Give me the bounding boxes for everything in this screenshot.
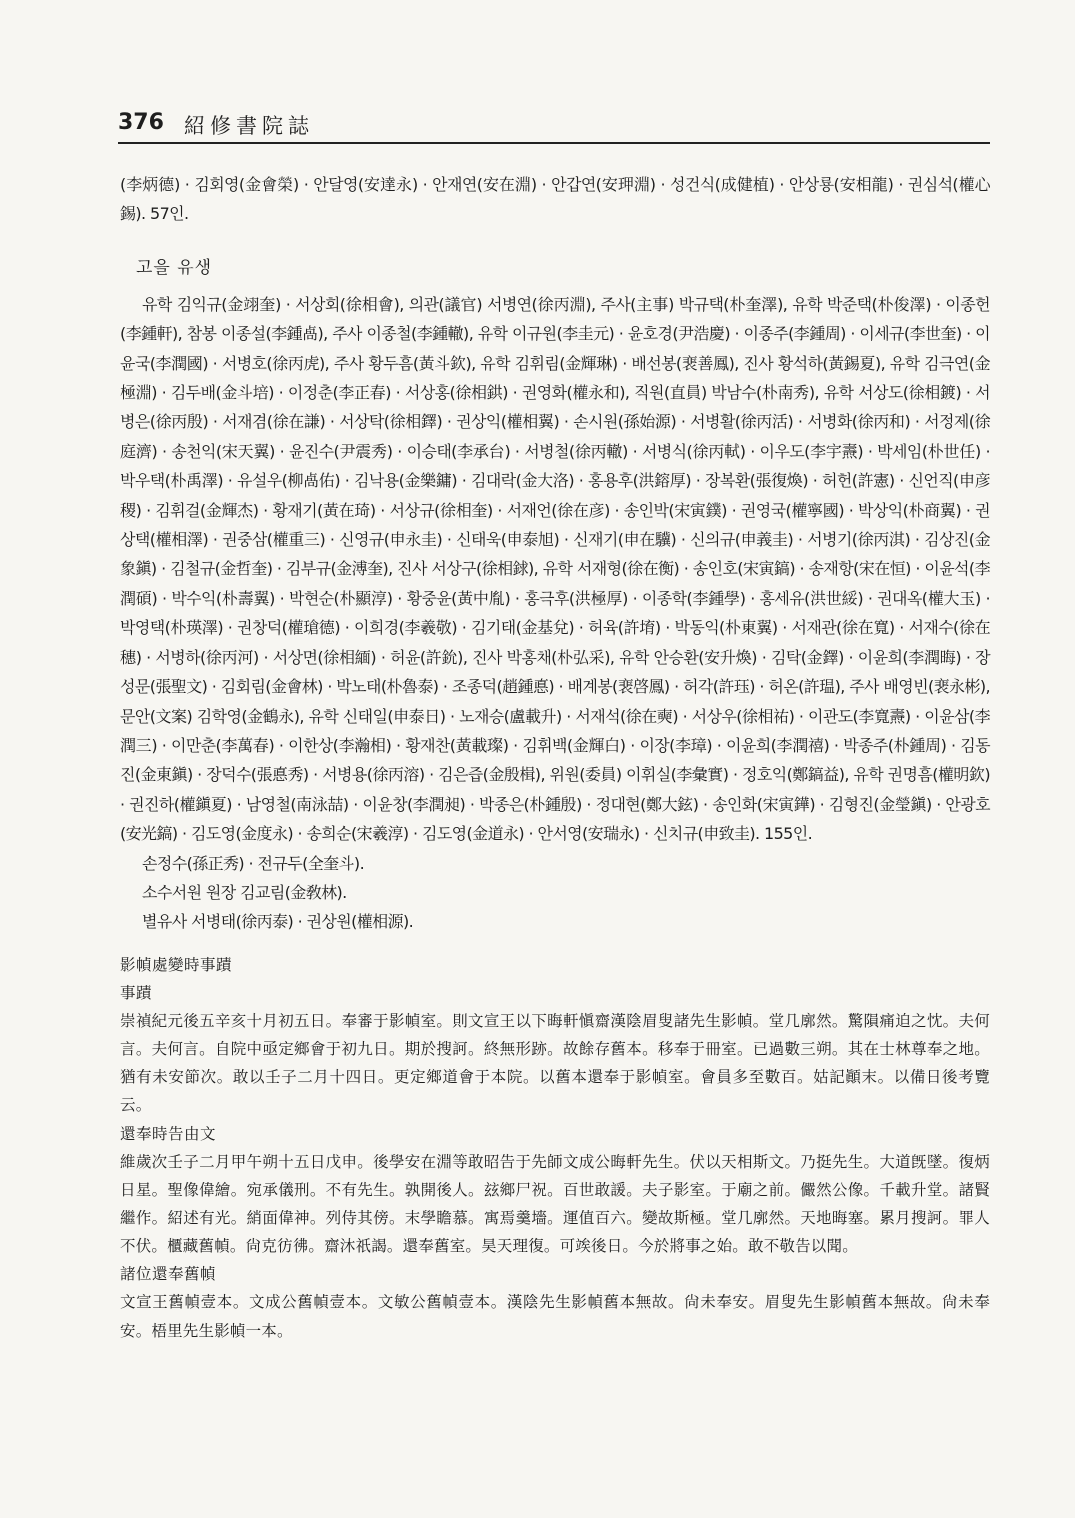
book-title: 紹修書院誌 [184,114,314,138]
continuation-paragraph: (李炳德) · 김회영(金會榮) · 안달영(安達永) · 안재연(安在淵) · 안갑연(安玾淵) · 성건식(成健植) · 안상룡(安相龍) · 권심석(權心錫). 57인. [120,175,990,224]
extra-line: 소수서원 원장 김교림(金敎林). [142,882,347,902]
section-body: 崇禎紀元後五辛亥十月初五日。奉審于影幀室。則文宣王以下晦軒愼齋漢陰眉叟諸先生影幀。堂几廓然。驚隕痛迫之忱。夫何言。夫何言。自院中亟定鄉會于初九日。期於搜訶。終無形跡。故餘存舊本。移奉于冊室。已過數三朔。其在士林尊奉之地。猶有未安節次。敢以壬子二月十四日。更定鄉道會于本院。以舊本還奉于影幀室。會員多至數百。姑記顚末。以備日後考覽云。 [120,1011,990,1115]
section-heading: 影幀處變時事蹟 [120,955,233,974]
section-heading: 事蹟 [120,983,153,1002]
page-header [118,108,990,144]
page-content [120,170,990,1345]
page-number: 376 [118,110,164,135]
section-body: 文宣王舊幀壹本。文成公舊幀壹本。文敏公舊幀壹本。漢陰先生影幀舊本無故。尙未奉安。眉叟先生影幀舊本無故。尙未奉安。梧里先生影幀一本。 [120,1293,990,1340]
extra-line: 별유사 서병태(徐丙泰) · 권상원(權相源). [142,912,414,932]
section-title: 고을 유생 [136,257,213,278]
section-body: 維歲次壬子二月甲午朔十五日戊申。後學安在淵等敢昭告于先師文成公晦軒先生。伏以天相斯文。乃挺先生。大道旣墜。復炳日星。聖像偉繪。宛承儀刑。不有先生。孰開後人。玆鄉尸祝。百世敢諼。夫子影室。于廟之前。儼然公像。千載升堂。諸賢繼作。紹述有光。綃面偉神。列侍其傍。末學瞻慕。寓焉羹墻。運值百六。變故斯極。堂几廓然。天地晦塞。累月搜訶。罪人不伏。櫃藏舊幀。尙克彷彿。齋沐祇謁。還奉舊室。昊天理復。可竢後日。今於將事之始。敢不敬告以聞。 [120,1152,990,1256]
section-heading: 諸位還奉舊幀 [120,1265,217,1284]
roster-paragraph: 유학 김익규(金翊奎) · 서상회(徐相會), 의관(議官) 서병연(徐丙淵), 주사(主事) 박규택(朴奎澤), 유학 박준택(朴俊澤) · 이종헌(李鍾軒), 참봉 이종설(李鍾卨), 주사 이종철(李鍾轍), 유학 이규원(李圭元) · 윤호경(尹浩慶) · 이종주(李鍾周) · 이세규(李世奎) · 이윤국(李潤國) · 서병호(徐丙虎), 주사 황두흠(黃斗欽), 유학 김휘림(金輝琳) · 배선봉(裵善鳳), 진사 황석하(黃錫夏), 유학 김극연(金極淵) · 김두배(金斗培) · 이정춘(李正春) · 서상홍(徐相鉷) · 권영화(權永和), 직원(直員) 박남수(朴南秀), 유학 서상도(徐相鍍) · 서병은(徐丙殷) · 서재겸(徐在謙) · 서상탁(徐相鐸) · 권상익(權相翼) · 손시원(孫始源) · 서병활(徐丙活) · 서병화(徐丙和) · 서정제(徐庭濟) · 송천익(宋天翼) · 윤진수(尹震秀) · 이승태(李承台) · 서병철(徐丙轍) · 서병식(徐丙軾) · 이우도(李宇燾) · 박세임(朴世任) · 박우택(朴禹澤) · 유설우(柳卨佑) · 김낙용(金樂鏞) · 김대락(金大洛) · 홍용후(洪鎔厚) · 장복환(張復煥) · 허헌(許憲) · 신언직(申彦稷) · 김휘걸(金輝杰) · 황재기(黃在琦) · 서상규(徐相奎) · 서재언(徐在彦) · 송인박(宋寅鏷) · 권영국(權寧國) · 박상익(朴商翼) · 권상택(權相澤) · 권중삼(權重三) · 신영규(申永圭) · 신태욱(申泰旭) · 신재기(申在驥) · 신의규(申義圭) · 서병기(徐丙淇) · 김상진(金象鎭) · 김철규(金哲奎) · 김부규(金溥奎), 진사 서상구(徐相銶), 유학 서재형(徐在衡) · 송인호(宋寅鎬) · 송재항(宋在恒) · 이윤석(李潤碩) · 박수익(朴壽翼) · 박현순(朴顯淳) · 황중윤(黃中胤) · 홍극후(洪極厚) · 이종학(李鍾學) · 홍세유(洪世綏) · 권대옥(權大玉) · 박영택(朴瑛澤) · 권창덕(權瑲德) · 이희경(李羲敬) · 김기태(金基兌) · 허육(許堉) · 박동익(朴東翼) · 서재관(徐在寬) · 서재수(徐在穗) · 서병하(徐丙河) · 서상면(徐相緬) · 허윤(許鈗), 진사 박홍채(朴弘采), 유학 안승환(安升煥) · 김탁(金鐸) · 이윤희(李潤晦) · 장성문(張聖文) · 김회림(金會林) · 박노태(朴魯泰) · 조종덕(趙鍾悳) · 배계봉(裵啓鳳) · 허각(許珏) · 허온(許瑥), 주사 배영빈(裵永彬), 문안(文案) 김학영(金鶴永), 유학 신태일(申泰日) · 노재승(盧載升) · 서재석(徐在奭) · 서상우(徐相祐) · 이관도(李寬燾) · 이윤삼(李潤三) · 이만춘(李萬春) · 이한상(李瀚相) · 황재찬(黃載璨) · 김휘백(金輝白) · 이장(李璋) · 이윤희(李潤禧) · 박종주(朴鍾周) · 김동진(金東鎭) · 장덕수(張悳秀) · 서병용(徐丙溶) · 김은즙(金殷楫), 위원(委員) 이휘실(李彙實) · 정호익(鄭鎬益), 유학 권명흠(權明欽) · 권진하(權鎭夏) · 남영철(南泳喆) · 이윤창(李潤昶) · 박종은(朴鍾殷) · 정대현(鄭大鉉) · 송인화(宋寅鏵) · 김형진(金瑩鎭) · 안광호(安光鎬) · 김도영(金度永) · 송희순(宋羲淳) · 김도영(金道永) · 안서영(安瑞永) · 신치규(申致圭). 155인. [120,294,990,844]
section-heading: 還奉時告由文 [120,1124,217,1143]
extra-line: 손정수(孫正秀) · 전규두(全奎斗). [142,853,365,873]
